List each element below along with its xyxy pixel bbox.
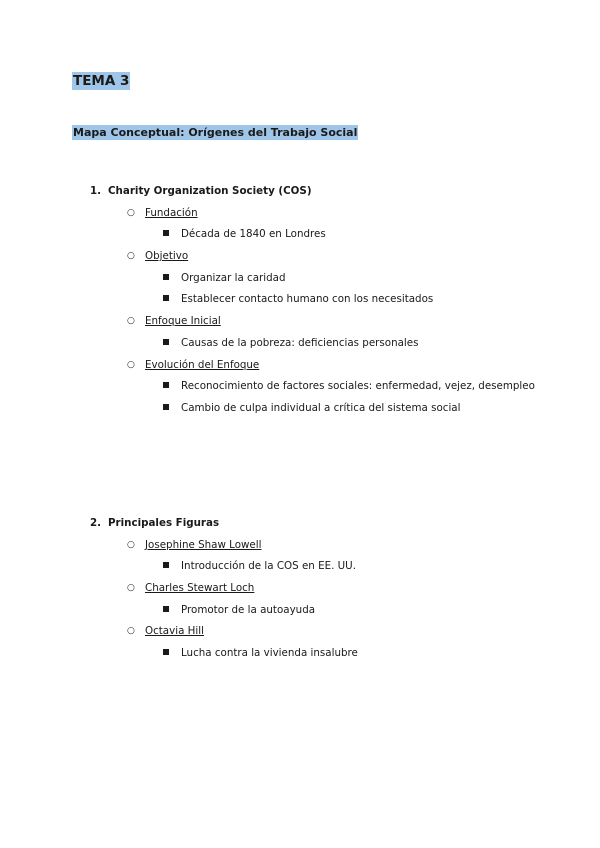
page-title-text: TEMA 3 bbox=[73, 73, 130, 89]
circle-bullet-icon: ○ bbox=[127, 251, 135, 262]
sub-list-item bbox=[0, 379, 600, 401]
section-number: 2. bbox=[90, 517, 102, 529]
square-bullet-icon bbox=[163, 606, 169, 612]
section-figuras bbox=[0, 516, 600, 668]
square-bullet-icon bbox=[163, 404, 169, 410]
list-item bbox=[0, 314, 600, 336]
square-bullet-icon bbox=[163, 382, 169, 388]
square-bullet-icon bbox=[163, 274, 169, 280]
circle-bullet-icon: ○ bbox=[127, 316, 135, 327]
square-bullet-icon bbox=[163, 230, 169, 236]
sub-list-item-text: Introducción de la COS en EE. UU. bbox=[181, 560, 356, 573]
sub-list-item-text: Establecer contacto humano con los necesitados bbox=[181, 293, 434, 306]
list-item-label: Evolución del Enfoque bbox=[145, 358, 260, 371]
section-heading-text: Principales Figuras bbox=[108, 517, 220, 529]
circle-bullet-icon: ○ bbox=[127, 583, 135, 594]
circle-bullet-icon: ○ bbox=[127, 207, 135, 218]
sub-list-item-text: Cambio de culpa individual a crítica del sistema social bbox=[181, 401, 461, 414]
sub-list-item bbox=[0, 559, 600, 581]
page-subtitle-text: Mapa Conceptual: Orígenes del Trabajo Social bbox=[73, 126, 358, 139]
list-item-label: Enfoque Inicial bbox=[145, 315, 221, 328]
list-item-label: Octavia Hill bbox=[145, 625, 204, 638]
square-bullet-icon bbox=[163, 295, 169, 301]
list-item-label: Josephine Shaw Lowell bbox=[145, 538, 262, 551]
section-heading-text: Charity Organization Society (COS) bbox=[108, 185, 312, 197]
sub-list-item bbox=[0, 292, 600, 314]
sub-list-item bbox=[0, 401, 600, 423]
list-item bbox=[0, 538, 600, 560]
list-item-label: Objetivo bbox=[145, 250, 189, 263]
section-heading bbox=[0, 516, 600, 538]
sub-list-item bbox=[0, 271, 600, 293]
square-bullet-icon bbox=[163, 649, 169, 655]
sub-list-item-text: Reconocimiento de factores sociales: enfermedad, vejez, desempleo bbox=[181, 380, 535, 393]
sub-list-item-text: Promotor de la autoayuda bbox=[181, 603, 316, 616]
page-title bbox=[72, 72, 130, 90]
sub-list-item bbox=[0, 646, 600, 668]
list-item-label: Fundación bbox=[145, 206, 198, 219]
sub-list-item-text: Lucha contra la vivienda insalubre bbox=[181, 647, 358, 660]
list-item-label: Charles Stewart Loch bbox=[145, 582, 255, 595]
list-item bbox=[0, 358, 600, 380]
list-item bbox=[0, 249, 600, 271]
list-item bbox=[0, 624, 600, 646]
sub-list-item bbox=[0, 603, 600, 625]
list-item bbox=[0, 581, 600, 603]
square-bullet-icon bbox=[163, 339, 169, 345]
section-number: 1. bbox=[90, 185, 102, 197]
section-cos bbox=[0, 184, 600, 423]
circle-bullet-icon: ○ bbox=[127, 539, 135, 550]
sub-list-item-text: Organizar la caridad bbox=[181, 271, 286, 284]
circle-bullet-icon: ○ bbox=[127, 359, 135, 370]
sub-list-item bbox=[0, 227, 600, 249]
sub-list-item-text: Década de 1840 en Londres bbox=[181, 228, 326, 241]
section-heading bbox=[0, 184, 600, 206]
sub-list-item-text: Causas de la pobreza: deficiencias personales bbox=[181, 336, 419, 349]
sub-list-item bbox=[0, 336, 600, 358]
circle-bullet-icon: ○ bbox=[127, 626, 135, 637]
page-subtitle bbox=[72, 125, 358, 140]
square-bullet-icon bbox=[163, 562, 169, 568]
list-item bbox=[0, 206, 600, 228]
